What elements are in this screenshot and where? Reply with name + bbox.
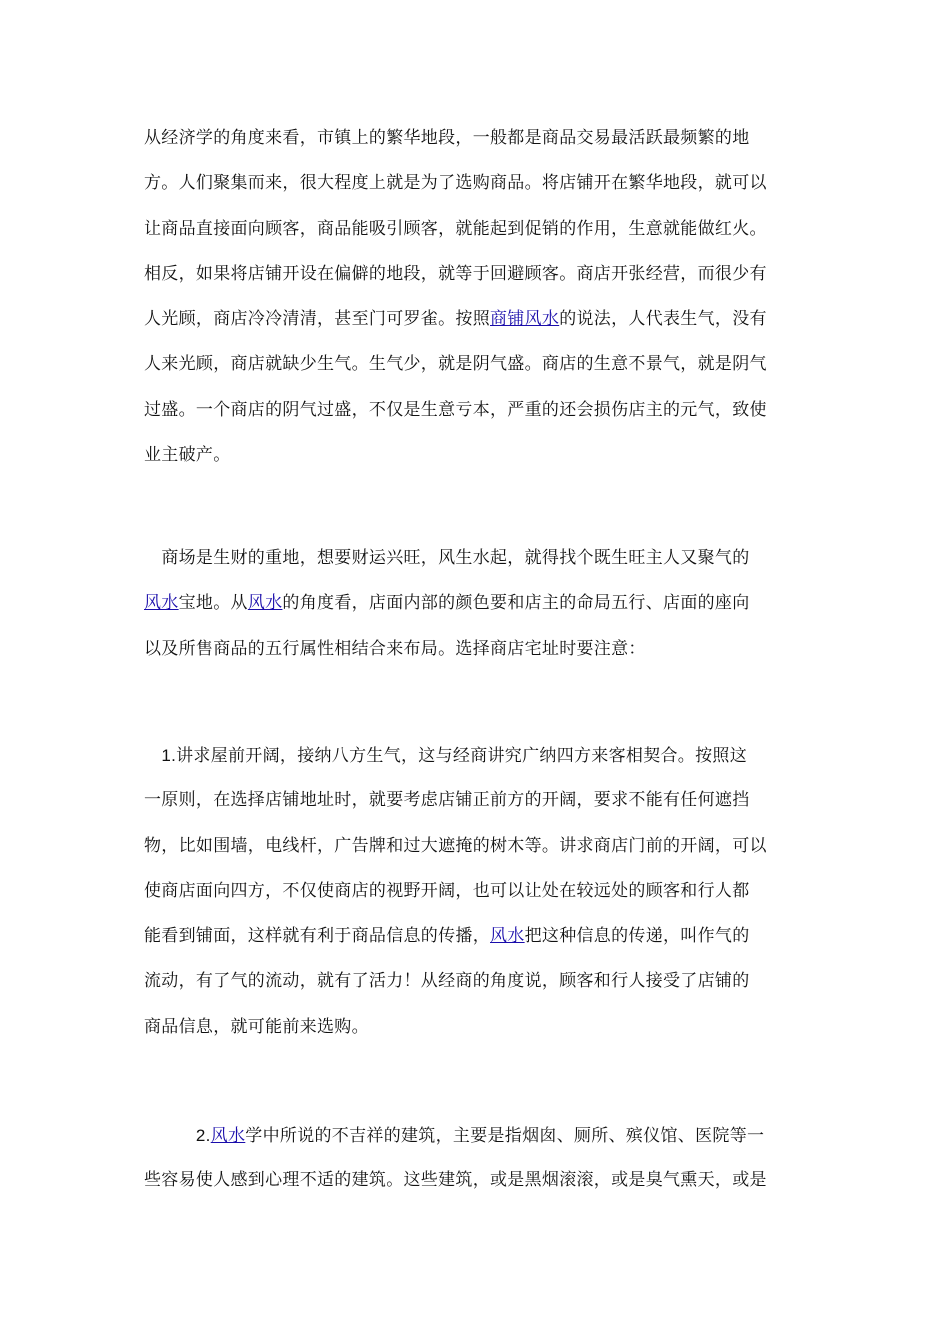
text-line: 物，比如围墙，电线杆，广告牌和过大遮掩的树木等。讲求商店门前的开阔，可以: [144, 835, 767, 856]
text-line: 业主破产。: [144, 445, 231, 466]
text-line: 从经济学的角度来看，市镇上的繁华地段，一般都是商品交易最活跃最频繁的地: [144, 128, 750, 148]
text-line: [144, 581, 814, 626]
text-segment: 的角度看，店面内部的颜色要和店主的命局五行、店面的座向: [282, 593, 750, 614]
text-line: 相反，如果将店铺开设在偏僻的地段，就等于回避顾客。商店开张经营，而很少有: [144, 263, 767, 284]
text-line: [144, 536, 814, 581]
paragraph-point-1: [144, 733, 814, 1050]
text-line: 商品信息，就可能前来选购。: [144, 1016, 369, 1037]
list-number: 1.: [161, 746, 177, 765]
text-line: 让商品直接面向顾客，商品能吸引顾客，就能起到促销的作用，生意就能做红火。: [144, 218, 767, 239]
text-line: 人来光顾，商店就缺少生气。生气少，就是阴气盛。商店的生意不景气，就是阴气: [144, 354, 767, 375]
text-line: 过盛。一个商店的阴气过盛，不仅是生意亏本，严重的还会损伤店主的元气，致使: [144, 399, 767, 420]
link-fengshui[interactable]: 风水: [210, 1126, 246, 1146]
text-line: 一原则，在选择店铺地址时，就要考虑店铺正前方的开阔，要求不能有任何遮挡: [144, 790, 750, 811]
text-line: 方。人们聚集而来，很大程度上就是为了选购商品。将店铺开在繁华地段，就可以: [144, 173, 767, 194]
link-fengshui[interactable]: 风水: [490, 926, 525, 947]
text-line: [144, 733, 814, 778]
paragraph-prime-location: [144, 116, 814, 478]
paragraph-store-fengshui: [144, 536, 814, 672]
text-line: 以及所售商品的五行属性相结合来布局。选择商店宅址时要注意：: [144, 638, 646, 659]
list-number: 2.: [195, 1126, 211, 1145]
text-line: 些容易使人感到心理不适的建筑。这些建筑，或是黑烟滚滚，或是臭气熏天，或是: [144, 1170, 767, 1191]
link-shop-fengshui[interactable]: 商铺风水: [490, 309, 560, 330]
text-line: [144, 1113, 814, 1158]
paragraph-point-2: [144, 1113, 814, 1204]
text-segment: 人光顾，商店冷冷清清，甚至门可罗雀。按照: [144, 309, 490, 330]
text-segment: 的说法，人代表生气，没有: [559, 309, 767, 330]
text-line: 使商店面向四方，不仅使商店的视野开阔，也可以让处在较远处的顾客和行人都: [144, 880, 750, 901]
text-segment: 宝地。从: [178, 593, 248, 614]
text-segment: 把这种信息的传递，叫作气的: [524, 926, 750, 947]
text-segment: 商场是生财的重地，想要财运兴旺，风生水起，就得找个既生旺主人又聚气的: [161, 548, 750, 568]
text-segment: 学中所说的不吉祥的建筑，主要是指烟囱、厕所、殡仪馆、医院等一: [245, 1126, 765, 1146]
text-segment: 讲求屋前开阔，接纳八方生气，这与经商讲究广纳四方来客相契合。按照这: [176, 746, 747, 766]
text-line: [144, 914, 814, 959]
text-segment: 能看到铺面，这样就有利于商品信息的传播，: [144, 926, 490, 947]
text-line: 流动，有了气的流动，就有了活力！从经商的角度说，顾客和行人接受了店铺的: [144, 971, 750, 992]
link-fengshui[interactable]: 风水: [144, 593, 179, 614]
link-fengshui[interactable]: 风水: [247, 593, 283, 614]
text-line: [144, 297, 814, 342]
